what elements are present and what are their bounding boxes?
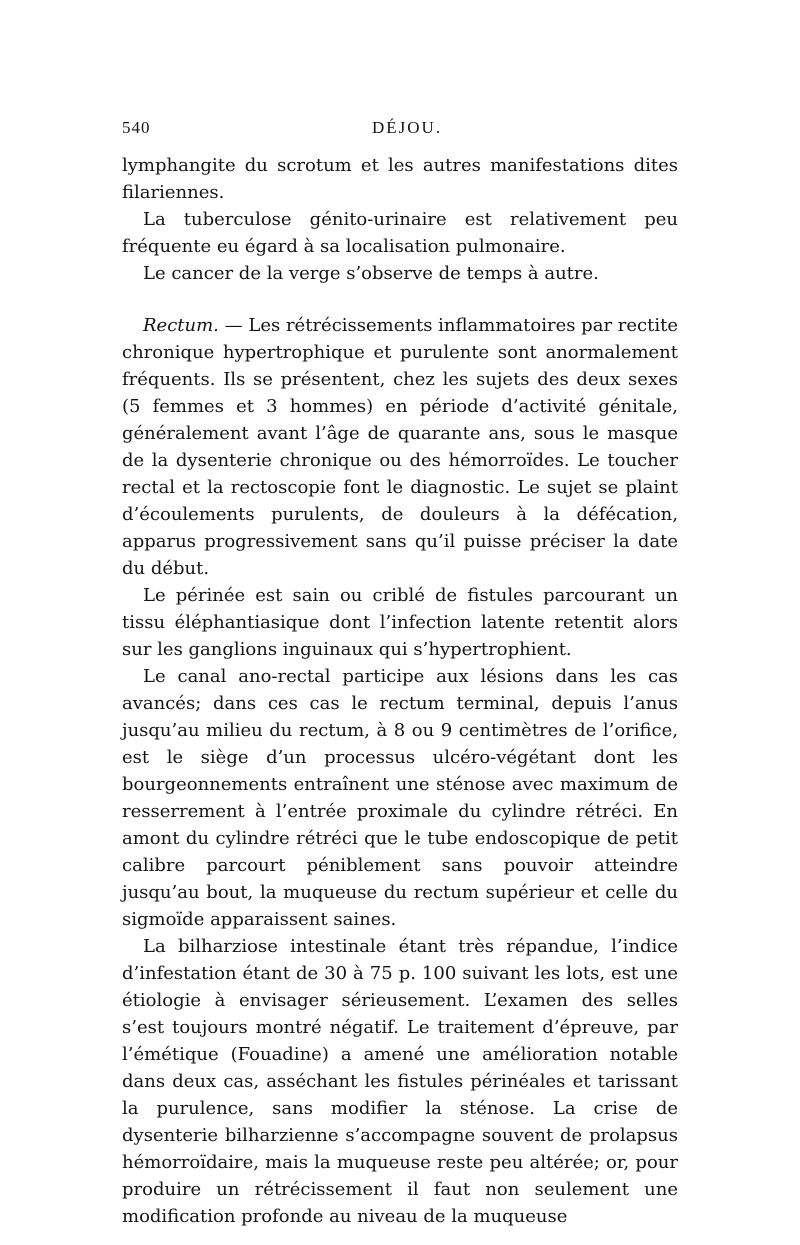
paragraph-bilharziose: La bilharziose intestinale étant très répandue, l’indice d’infestation étant de 30 à 75 p. 100 suivant les lots, est une étiologie à envisager sérieusement. L’examen des selles s’est toujours montré négatif. Le traitement d’épreuve, par l’émétique (Fouadine) a amené une amélioration notable dans deux cas, asséchant les fistules périnéales et tarissant la purulence, sans modifier la sténose. La crise de dysenterie bilharzienne s’accompagne souvent de prolapsus hémorroïdaire, mais la muqueuse reste peu altérée; or, pour produire un rétrécissement il faut non seulement une modification profonde au niveau de la muqueuse — [122, 936, 678, 1227]
rectum-intro-text: Les rétrécissements inflammatoires par rectite chronique hypertrophique et purulente sont anormalement fréquents. Ils se présentent, chez les sujets des deux sexes (5 femmes et 3 hommes) en période d’activité génitale, généralement avant l’âge de quarante ans, sous le masque de la dysenterie chronique ou des hémorroïdes. Le toucher rectal et la rectoscopie font le diagnostic. Le sujet se plaint d’écoulements purulents, de douleurs à la défécation, apparus progressivement sans qu’il puisse préciser la date du début. — [122, 315, 678, 579]
paragraph-cancer: Le cancer de la verge s’observe de temps à autre. — [143, 263, 599, 284]
page-number: 540 — [122, 118, 151, 137]
paragraph-canal-ano-rectal: Le canal ano-rectal participe aux lésions dans les cas avancés; dans ces cas le rectum terminal, depuis l’anus jusqu’au milieu du rectum, à 8 ou 9 centimètres de l’orifice, est le siège d’un processus ulcéro-végétant dont les bourgeonnements entraînent une sténose avec maximum de resserrement à l’entrée proximale du cylindre rétréci. En amont du cylindre rétréci que le tube endoscopique de petit calibre parcourt péniblement sans pouvoir atteindre jusqu’au bout, la muqueuse du rectum supérieur et celle du sigmoïde apparaissent saines. — [122, 666, 678, 930]
rectum-section-intro — [122, 312, 678, 582]
paragraph-tuberculose: La tuberculose génito-urinaire est relativement peu fréquente eu égard à sa localisation pulmonaire. — [122, 209, 678, 257]
running-head — [122, 118, 678, 142]
paragraph-perinee: Le périnée est sain ou criblé de fistules parcourant un tissu éléphantiasique dont l’infection latente retentit alors sur les ganglions inguinaux qui s’hypertrophient. — [122, 585, 678, 660]
section-separator: — — [218, 315, 249, 336]
running-head-author: DÉJOU. — [372, 118, 443, 137]
body-text — [122, 152, 678, 1230]
paragraph-filariennes: lymphangite du scrotum et les autres manifestations dites filariennes. — [122, 155, 678, 203]
section-title-rectum: Rectum. — [143, 315, 219, 336]
